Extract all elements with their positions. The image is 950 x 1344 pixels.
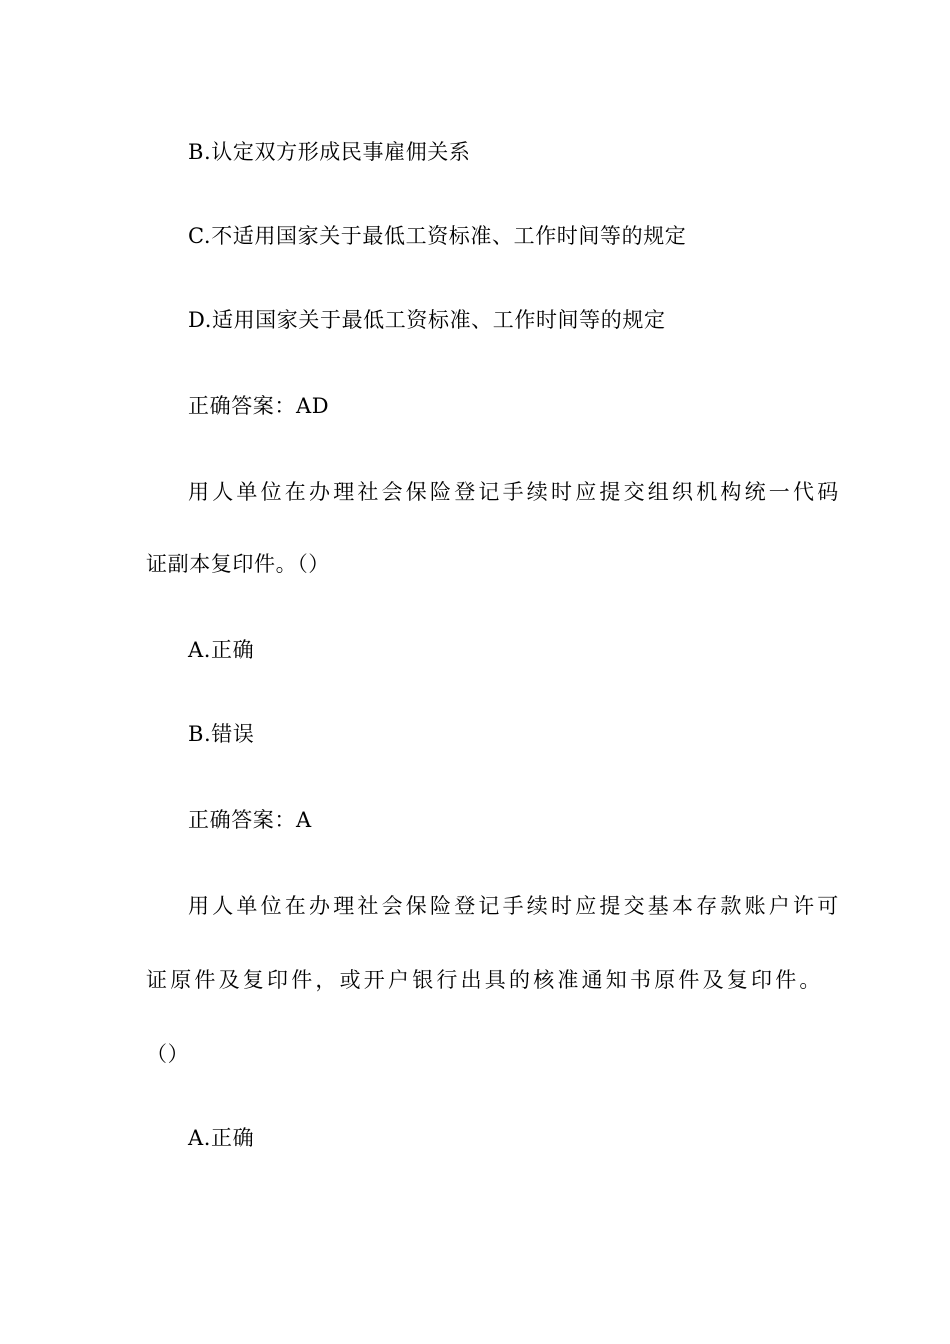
q1-option-d: D.适用国家关于最低工资标准、工作时间等的规定 xyxy=(188,308,666,332)
q2-answer: 正确答案：A xyxy=(188,808,312,832)
q2-option-b: B.错误 xyxy=(188,722,255,746)
q1-option-b: B.认定双方形成民事雇佣关系 xyxy=(188,140,471,164)
q1-answer: 正确答案：AD xyxy=(188,394,330,418)
q2-stem-line2: 证副本复印件。（） xyxy=(146,552,330,576)
q3-stem-line2: 证原件及复印件，或开户银行出具的核准通知书原件及复印件。 xyxy=(146,968,824,992)
q3-stem-line1: 用人单位在办理社会保险登记手续时应提交基本存款账户许可 xyxy=(188,894,842,918)
q1-option-c: C.不适用国家关于最低工资标准、工作时间等的规定 xyxy=(188,224,687,248)
q2-option-a: A.正确 xyxy=(188,638,255,662)
q3-option-a: A.正确 xyxy=(188,1126,255,1150)
q2-stem-line1: 用人单位在办理社会保险登记手续时应提交组织机构统一代码 xyxy=(188,480,842,504)
q3-stem-line3: （） xyxy=(146,1042,190,1066)
